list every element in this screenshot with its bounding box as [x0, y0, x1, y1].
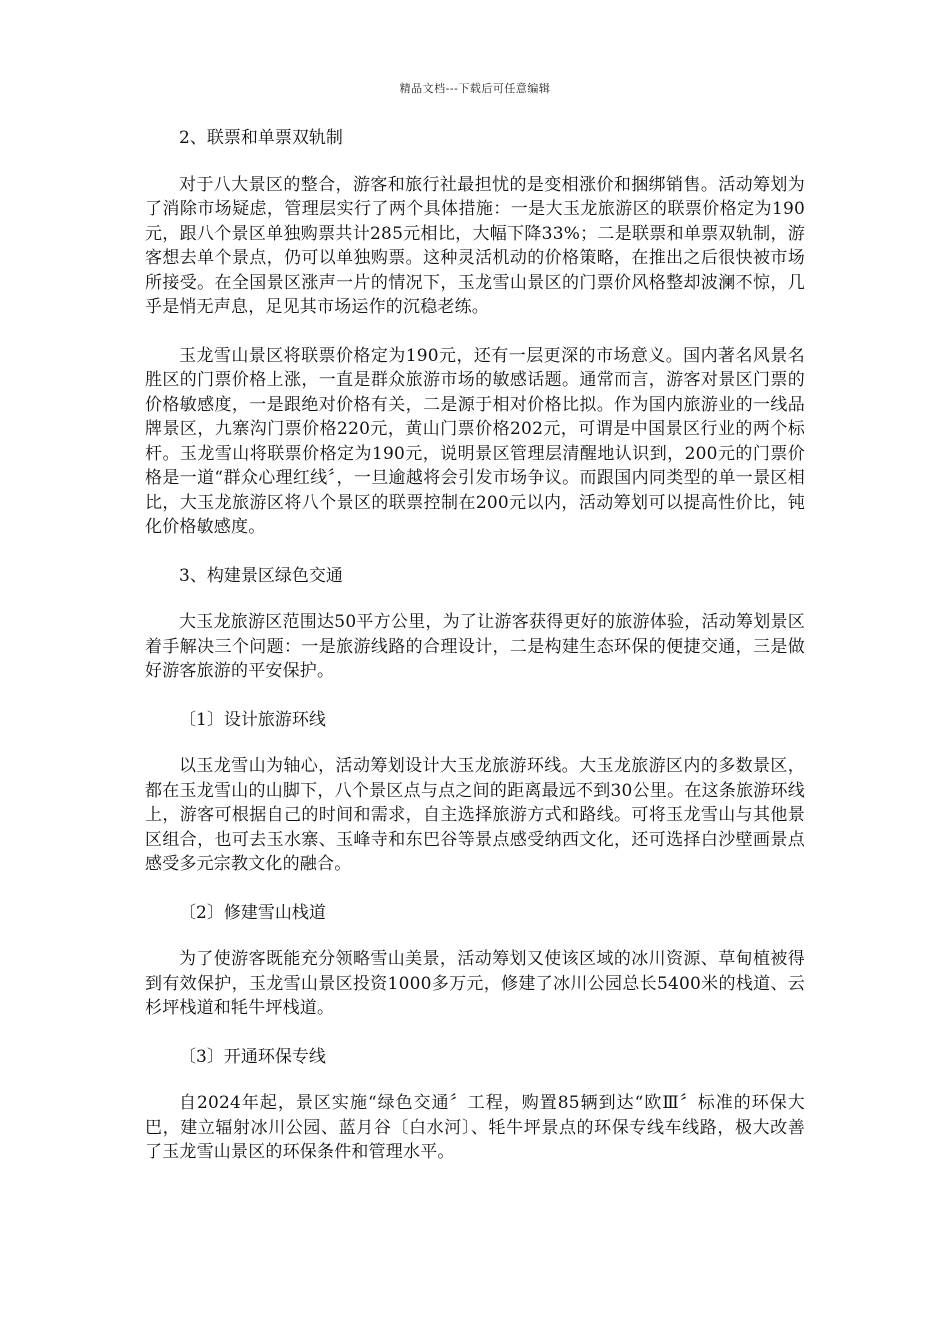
subheading-1: 〔1〕设计旅游环线 [179, 709, 326, 730]
section-heading-3: 3、构建景区绿色交通 [179, 565, 343, 586]
paragraph-s2-1: 对于八大景区的整合，游客和旅行社最担忧的是变相涨价和捆绑销售。活动筹划为了消除市场疑虑，管理层实行了两个具体措施：一是大玉龙旅游区的联票价格定为190元，跟八个景区单独购票共计285元相比，大幅下降33%；二是联票和单票双轨制，游客想去单个景点，仍可以单独购票。这种灵活机动的价格策略，在推出之后很快被市场所接受。在全国景区涨声一片的情况下，玉龙雪山景区的门票价风格整却波澜不惊，几乎是悄无声息，足见其市场运作的沉稳老练。 [145, 174, 805, 317]
paragraph-s2-2: 玉龙雪山景区将联票价格定为190元，还有一层更深的市场意义。国内著名风景名胜区的门票价格上涨，一直是群众旅游市场的敏感话题。通常而言，游客对景区门票的价格敏感度，一是跟绝对价格有关，二是源于相对价格比拟。作为国内旅游业的一线品牌景区，九寨沟门票价格220元，黄山门票价格202元，可谓是中国景区行业的两个标杆。玉龙雪山将联票价格定为190元，说明景区管理层清醒地认识到，200元的门票价格是一道“群众心理红线〞，一旦逾越将会引发市场争议。而跟国内同类型的单一景区相比，大玉龙旅游区将八个景区的联票控制在200元以内，活动筹划可以提高性价比，钝化价格敏感度。 [145, 345, 805, 537]
document-body [145, 126, 805, 1165]
paragraph-sub2: 为了使游客既能充分领略雪山美景，活动筹划又使该区域的冰川资源、草甸植被得到有效保护，玉龙雪山景区投资1000多万元，修建了冰川公园总长5400米的栈道、云杉坪栈道和牦牛坪栈道。 [145, 949, 805, 1018]
paragraph-sub3: 自2024年起，景区实施“绿色交通〞工程，购置85辆到达“欧Ⅲ〞标准的环保大巴，建立辐射冰川公园、蓝月谷〔白水河〕、牦牛坪景点的环保专线车线路，极大改善了玉龙雪山景区的环保条件和管理水平。 [145, 1093, 805, 1162]
section-heading-2: 2、联票和单票双轨制 [179, 128, 343, 148]
paragraph-s3-1: 大玉龙旅游区范围达50平方公里，为了让游客获得更好的旅游体验，活动筹划景区着手解决三个问题：一是旅游线路的合理设计，二是构建生态环保的便捷交通，三是做好游客旅游的平安保护。 [145, 612, 805, 681]
paragraph-sub1: 以玉龙雪山为轴心，活动筹划设计大玉龙旅游环线。大玉龙旅游区内的多数景区，都在玉龙雪山的山脚下，八个景区点与点之间的距离最远不到30公里。在这条旅游环线上，游客可根据自己的时间和需求，自主选择旅游方式和路线。可将玉龙雪山与其他景区组合，也可去玉水寨、玉峰寺和东巴谷等景点感受纳西文化，还可选择白沙壁画景点感受多元宗教文化的融合。 [145, 756, 805, 874]
subheading-2: 〔2〕修建雪山栈道 [179, 902, 326, 923]
page-header: 精品文档---下载后可任意编辑 [399, 82, 551, 95]
subheading-3: 〔3〕开通环保专线 [179, 1046, 326, 1067]
